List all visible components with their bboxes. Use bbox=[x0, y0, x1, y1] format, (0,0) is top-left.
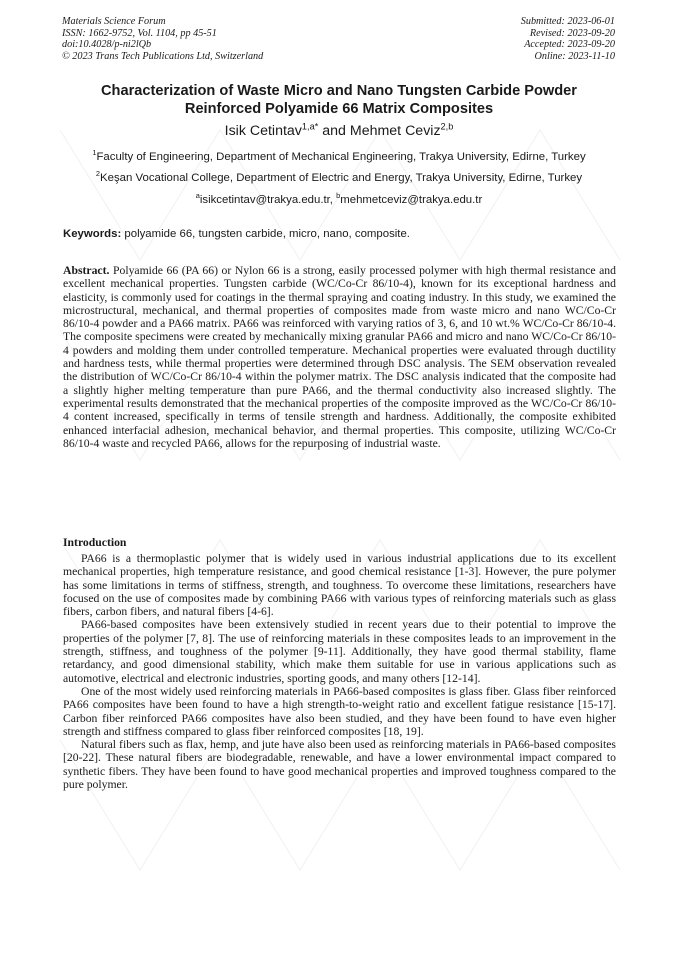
affiliation-1-mark: 1 bbox=[92, 148, 97, 158]
author-2-affiliation-mark: 2,b bbox=[440, 121, 454, 132]
author-1-affiliation-mark: 1,a* bbox=[301, 121, 319, 132]
keywords-label: Keywords: bbox=[63, 228, 122, 240]
author-2-name: Mehmet Ceviz bbox=[349, 123, 441, 139]
introduction-heading: Introduction bbox=[63, 536, 127, 549]
abstract-paragraph bbox=[63, 264, 616, 450]
intro-paragraph: PA66-based composites have been extensively studied in recent years due to their potential to improve the properties of the polymer [7, 8]. The use of reinforcing materials in these composites leads to an improvement in the strength, stiffness, and toughness of the polymer [9-11]. Additionally, they have good thermal stability, flame retardancy, and good dimensional stability, which make them suitable for use in various applications such as automotive, electrical and electronic industries, sporting goods, and many others [12-14]. bbox=[63, 618, 616, 685]
accepted-date: Accepted: 2023-09-20 bbox=[524, 39, 615, 51]
journal-header-right bbox=[521, 16, 615, 62]
email-a-mark: a bbox=[195, 191, 200, 201]
doi-line[interactable]: doi:10.4028/p-ni2lQb bbox=[62, 39, 152, 51]
author-emails bbox=[30, 191, 648, 207]
title-line-1: Characterization of Waste Micro and Nano Tungsten Carbide Powder bbox=[101, 83, 577, 99]
introduction-body bbox=[63, 552, 616, 791]
issn-line: ISSN: 1662-9752, Vol. 1104, pp 45-51 bbox=[62, 27, 217, 39]
intro-paragraph: PA66 is a thermoplastic polymer that is widely used in various industrial applications due to its excellent mechanical properties, high temperature resistance, and good chemical resistance [1-3]. However, the pure polymer has some limitations in terms of stiffness, strength, and toughness. To overcome these limitations, researchers have focused on the use of composites made by combining PA66 with various types of reinforcing materials such as glass fibers, carbon fibers, and natural fibers [4-6]. bbox=[63, 552, 616, 619]
affiliation-1 bbox=[30, 148, 648, 164]
keywords-line bbox=[63, 228, 615, 241]
email-b-mark: b bbox=[336, 191, 341, 201]
intro-paragraph: One of the most widely used reinforcing materials in PA66-based composites is glass fiber. Glass fiber reinforced PA66 composites have been found to have a high strength-to-weight ratio and excellent fatigue resistance [15-17]. Carbon fiber reinforced PA66 composites have also been studied, and they have been found to have even higher strength and stiffness compared to glass fiber reinforced composites [18, 19]. bbox=[63, 684, 616, 738]
abstract-text: Polyamide 66 (PA 66) or Nylon 66 is a strong, easily processed polymer with high thermal resistance and excellent mechanical properties. Tungsten carbide (WC/Co-Cr 86/10-4), known for its exceptional hardness and elasticity, is commonly used for coatings in the thermal spraying and coating industry. In this study, we examined the microstructural, mechanical, and thermal properties of composites made from waste micro and nano WC/Co-Cr 86/10-4 powder and a PA66 matrix. PA66 was reinforced with varying ratios of 3, 6, and 10 wt.% WC/Co-Cr 86/10-4. The composite specimens were created by mechanically mixing granular PA66 and micro and nano WC/Co-Cr 86/10-4 powders and molding them under controlled temperature. Mechanical properties were evaluated through ductility and hardness tests, while thermal properties were determined through DSC analysis. The SEM observation revealed the distribution of WC/Co-Cr 86/10-4 within the polymer matrix. The DSC analysis indicated that the composite had a slightly higher melting temperature than pure PA66, and the thermal conductivity also increased slightly. The experimental results demonstrated that the mechanical properties of the composite improved as the WC/Co-Cr 86/10-4 content increased, specifically in terms of tensile strength and hardness. Additionally, the composite exhibited enhanced interfacial adhesion, mechanical behavior, and thermal properties. This composite, utilizing WC/Co-Cr 86/10-4 waste and recycled PA66, allows for the repurposing of industrial waste. bbox=[63, 264, 616, 450]
author-conjunction: and bbox=[318, 123, 350, 139]
abstract-label: Abstract. bbox=[63, 264, 110, 277]
journal-header-left bbox=[62, 16, 263, 62]
copyright-line: © 2023 Trans Tech Publications Ltd, Switzerland bbox=[62, 50, 264, 62]
affiliation-1-text: Faculty of Engineering, Department of Mechanical Engineering, Trakya University, Edirne, Turkey bbox=[96, 151, 586, 163]
journal-name: Materials Science Forum bbox=[62, 16, 166, 27]
submitted-date: Submitted: 2023-06-01 bbox=[520, 16, 615, 27]
affiliation-2-mark: 2 bbox=[95, 169, 101, 179]
email-a-link[interactable]: isikcetintav@trakya.edu.tr, bbox=[199, 194, 337, 206]
email-b-link[interactable]: mehmetceviz@trakya.edu.tr bbox=[340, 194, 483, 206]
affiliation-2 bbox=[30, 169, 648, 185]
paper-title bbox=[40, 83, 638, 118]
intro-paragraph: Natural fibers such as flax, hemp, and jute have also been used as reinforcing materials in PA66-based composites [20-22]. These natural fibers are biodegradable, renewable, and have a lower environmental impact compared to synthetic fibers. They have been found to have good mechanical properties and improved toughness compared to the pure polymer. bbox=[63, 738, 616, 792]
title-line-2: Reinforced Polyamide 66 Matrix Composites bbox=[184, 100, 494, 117]
affiliation-2-text: Keşan Vocational College, Department of Electric and Energy, Trakya University, Edirne, Turkey bbox=[100, 172, 583, 184]
author-1-name: Isik Cetintav bbox=[224, 123, 302, 139]
keywords-text: polyamide 66, tungsten carbide, micro, nano, composite. bbox=[121, 228, 410, 240]
author-list bbox=[40, 123, 638, 140]
revised-date: Revised: 2023-09-20 bbox=[529, 27, 615, 39]
online-date: Online: 2023-11-10 bbox=[534, 50, 615, 62]
